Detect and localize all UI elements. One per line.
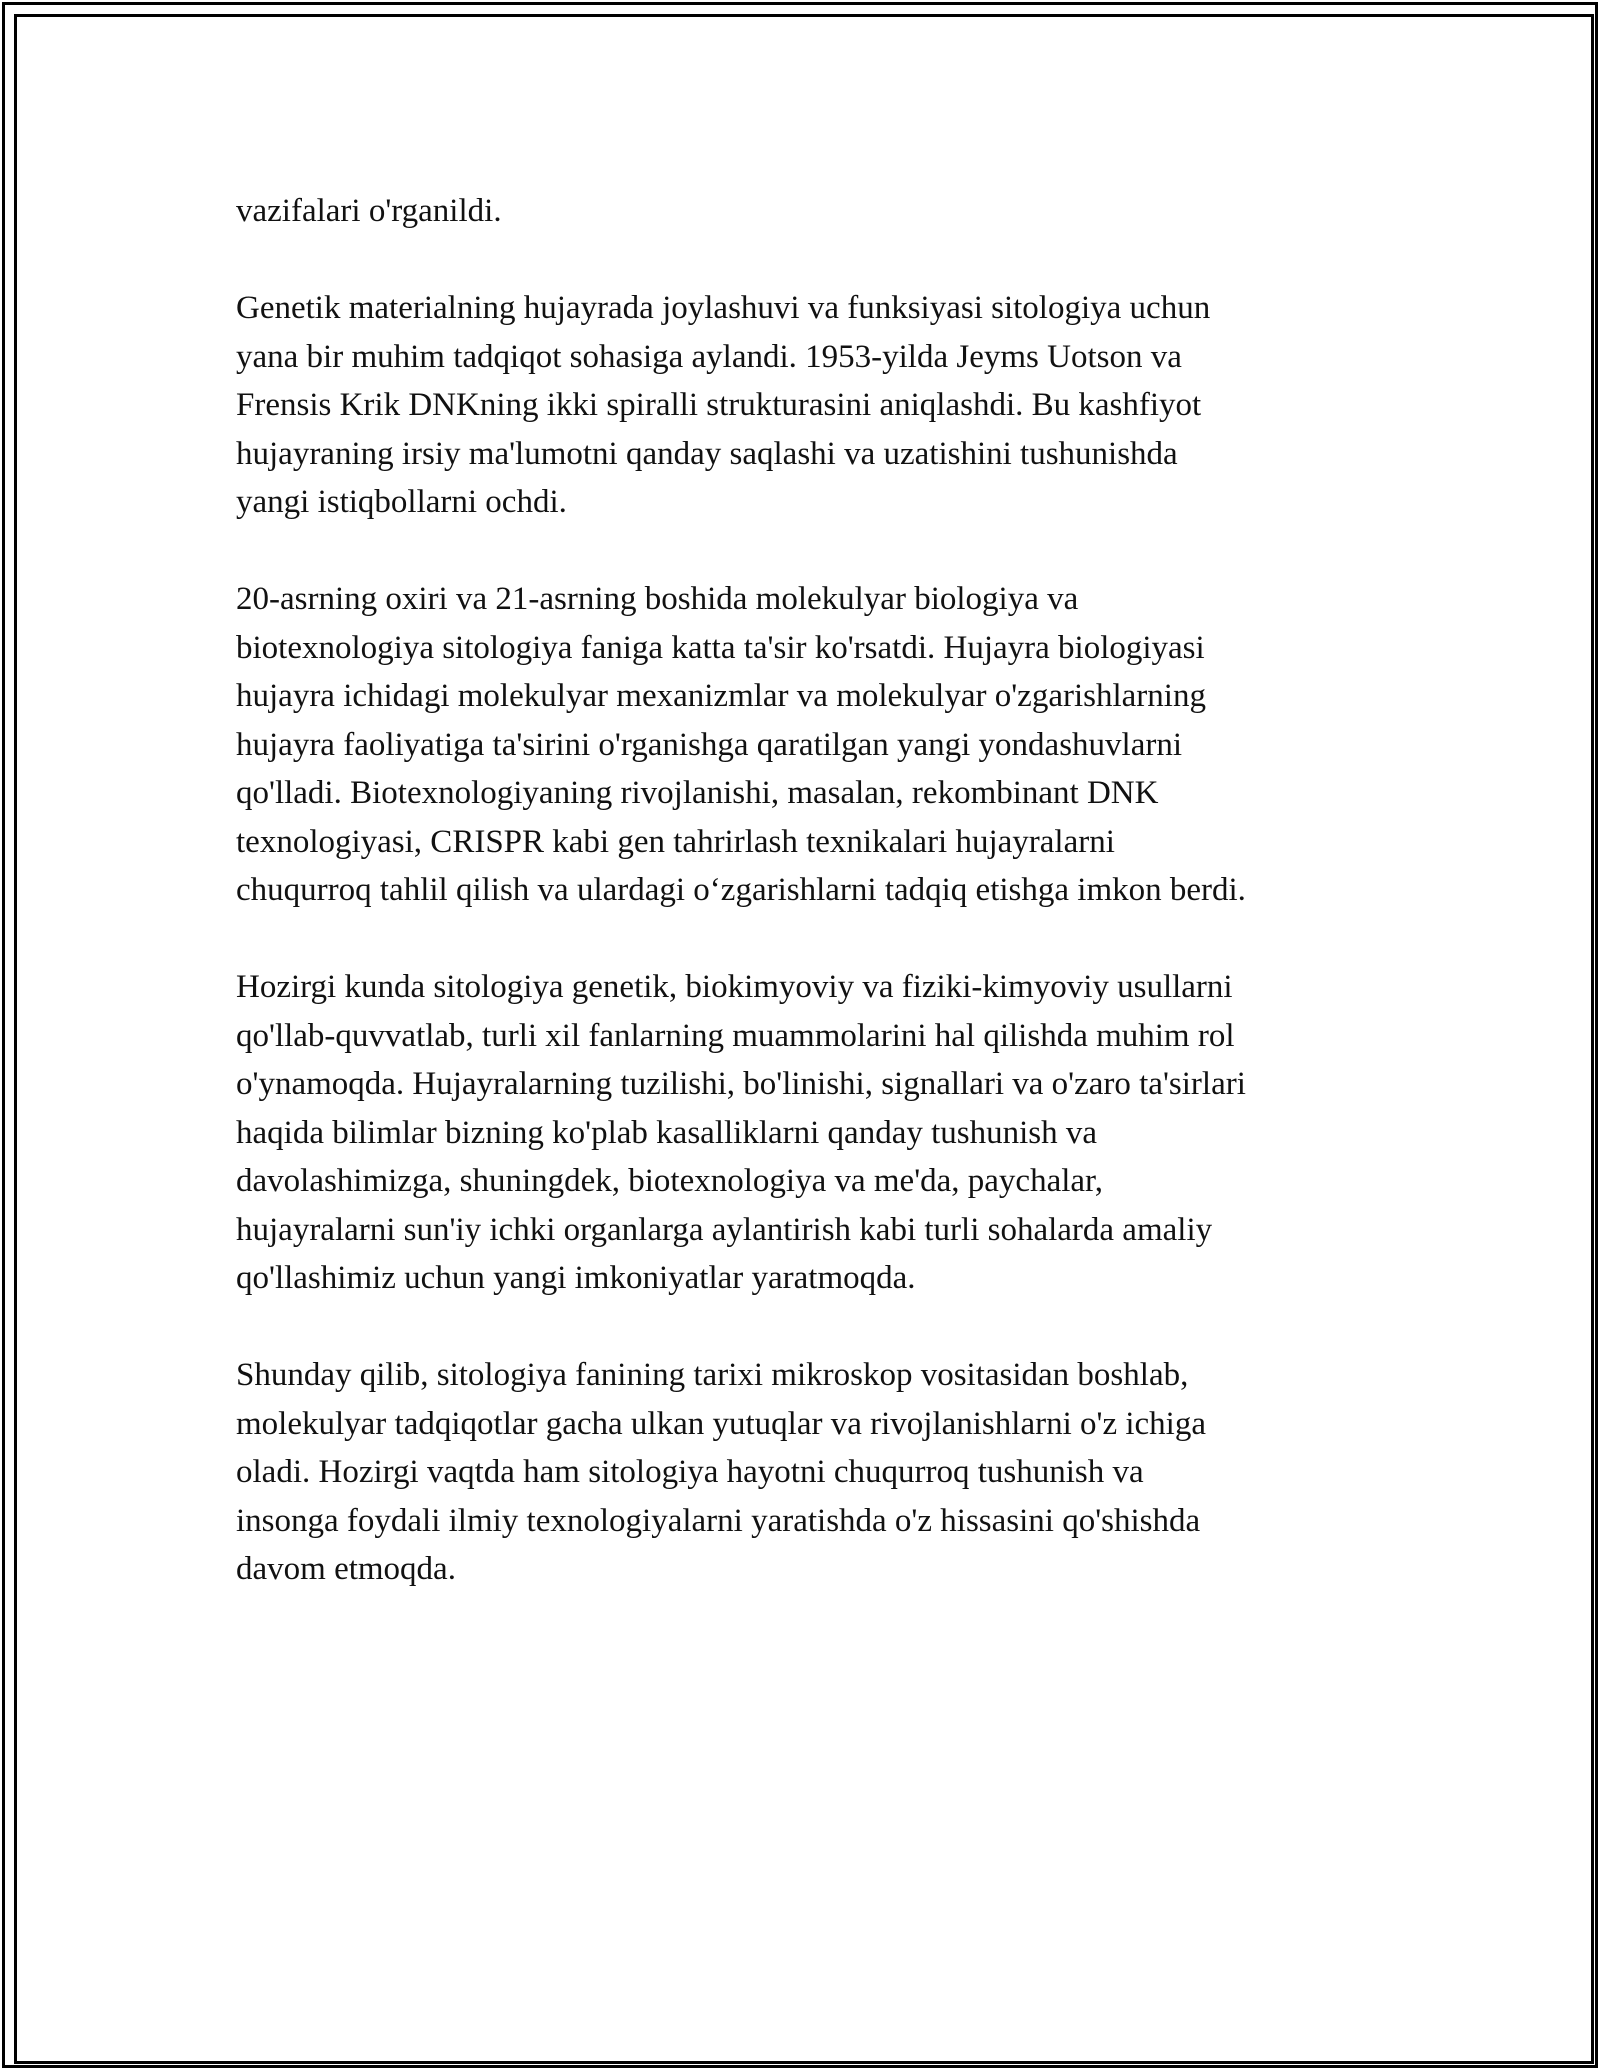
text-line: molekulyar tadqiqotlar gacha ulkan yutuqlar va rivojlanishlarni o'z ichiga [236, 1405, 1206, 1442]
text-line: 20-asrning oxiri va 21-asrning boshida molekulyar biologiya va [236, 581, 1079, 617]
text-line: davolashimizga, shuningdek, biotexnologiya va me'da, paychalar, [236, 1163, 1103, 1199]
text-line: vazifalari o'rganildi. [236, 193, 502, 229]
text-line: hujayra faoliyatiga ta'sirini o'rganishga qaratilgan yangi yondashuvlarni [236, 726, 1183, 763]
text-line: insonga foydali ilmiy texnologiyalarni yaratishda o'z hissasini qo'shishda [236, 1502, 1201, 1539]
text-line: yana bir muhim tadqiqot sohasiga aylandi. 1953-yilda Jeyms Uotson va [236, 338, 1182, 375]
text-line: davom etmoqda. [236, 1551, 456, 1587]
text-line: yangi istiqbollarni ochdi. [236, 484, 567, 520]
text-line: Hozirgi kunda sitologiya genetik, biokimyoviy va fiziki-kimyoviy usullarni [236, 969, 1233, 1005]
text-line: haqida bilimlar bizning ko'plab kasalliklarni qanday tushunish va [236, 1114, 1098, 1151]
text-line: Frensis Krik DNKning ikki spiralli strukturasini aniqlashdi. Bu kashfiyot [236, 387, 1202, 423]
text-line: qo'llashimiz uchun yangi imkoniyatlar yaratmoqda. [236, 1260, 916, 1296]
text-line: hujayra ichidagi molekulyar mexanizmlar va molekulyar o'zgarishlarning [236, 678, 1206, 714]
text-line: hujayraning irsiy ma'lumotni qanday saqlashi va uzatishini tushunishda [236, 435, 1178, 472]
text-line: Genetik materialning hujayrada joylashuvi va funksiyasi sitologiya uchun [236, 290, 1211, 326]
text-line: qo'llab-quvvatlab, turli xil fanlarning muammolarini hal qilishda muhim rol [236, 1017, 1235, 1054]
text-line: oladi. Hozirgi vaqtda ham sitologiya hayotni chuqurroq tushunish va [236, 1454, 1144, 1490]
document-body [236, 187, 1376, 1642]
text-line: biotexnologiya sitologiya faniga katta ta'sir ko'rsatdi. Hujayra biologiyasi [236, 629, 1205, 666]
text-line: chuqurroq tahlil qilish va ulardagi o‘zgarishlarni tadqiq etishga imkon berdi. [236, 872, 1246, 908]
text-line: texnologiyasi, CRISPR kabi gen tahrirlash texnikalari hujayralarni [236, 823, 1115, 860]
text-line: o'ynamoqda. Hujayralarning tuzilishi, bo'linishi, signallari va o'zaro ta'sirlari [236, 1066, 1246, 1102]
paragraph-3 [236, 575, 1376, 915]
paragraph-1 [236, 187, 1376, 236]
text-line: qo'lladi. Biotexnologiyaning rivojlanishi, masalan, rekombinant DNK [236, 775, 1159, 811]
paragraph-2 [236, 284, 1376, 527]
paragraph-5 [236, 1351, 1376, 1594]
text-line: hujayralarni sun'iy ichki organlarga aylantirish kabi turli sohalarda amaliy [236, 1211, 1213, 1248]
text-line: Shunday qilib, sitologiya fanining tarixi mikroskop vositasidan boshlab, [236, 1357, 1189, 1393]
paragraph-4 [236, 963, 1376, 1303]
